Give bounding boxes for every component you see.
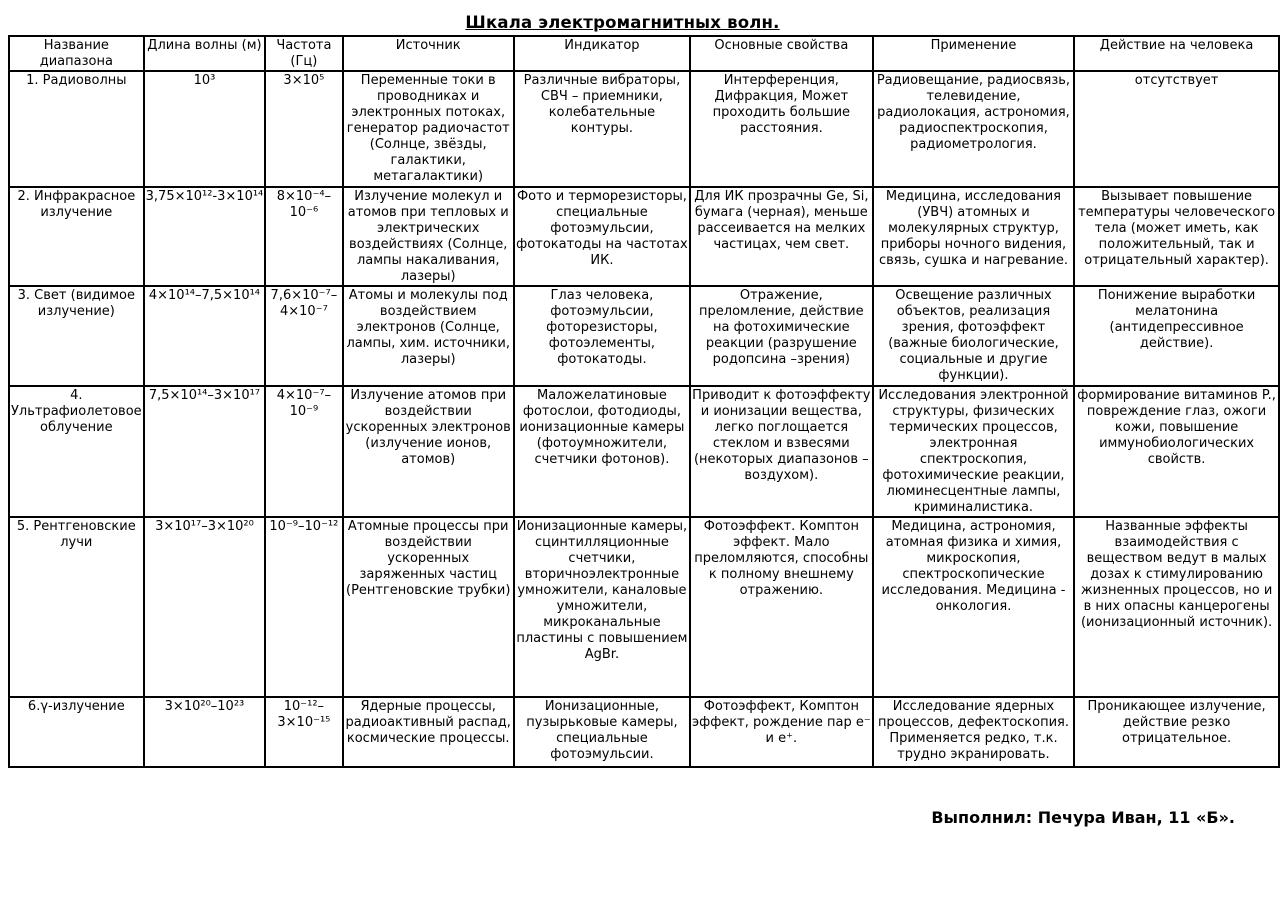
cell-wavelength: 7,5×10¹⁴–3×10¹⁷ [144,386,266,517]
cell-source: Атомные процессы при воздействии ускоренных заряженных частиц (Рентгеновские трубки) [343,517,514,697]
cell-properties: Для ИК прозрачны Ge, Si, бумага (черная), меньше рассеивается на мелких частицах, чем свет. [690,187,873,286]
cell-wavelength: 3,75×10¹²-3×10¹⁴ [144,187,266,286]
cell-indicator: Фото и терморезисторы, специальные фотоэмульсии, фотокатоды на частотах ИК. [514,187,690,286]
header-properties: Основные свойства [690,36,873,71]
header-frequency: Частота (Гц) [265,36,342,71]
cell-application: Медицина, астрономия, атомная физика и химия, микроскопия, спектроскопические исследования. Медицина - онкология. [873,517,1074,697]
em-wave-table-container [8,35,1280,768]
cell-source: Переменные токи в проводниках и электронных потоках, генератор радиочастот (Солнце, звёзды, галактики, метагалактики) [343,71,514,187]
header-indicator: Индикатор [514,36,690,71]
cell-source: Излучение атомов при воздействии ускоренных электронов (излучение ионов, атомов) [343,386,514,517]
cell-frequency: 8×10⁻⁴–10⁻⁶ [265,187,342,286]
header-name: Название диапазона [9,36,144,71]
cell-effect: Вызывает повышение температуры человеческого тела (может иметь, как положительный, так и отрицательный характер). [1074,187,1279,286]
author-signature: Выполнил: Печура Иван, 11 «Б». [931,808,1235,827]
cell-name: 1. Радиоволны [9,71,144,187]
cell-wavelength: 10³ [144,71,266,187]
table-row-visible [9,286,1279,386]
cell-wavelength: 3×10¹⁷–3×10²⁰ [144,517,266,697]
cell-properties: Отражение, преломление, действие на фотохимические реакции (разрушение родопсина –зрения) [690,286,873,386]
cell-application: Освещение различных объектов, реализация зрения, фотоэффект (важные биологические, социальные и другие функции). [873,286,1074,386]
cell-source: Излучение молекул и атомов при тепловых и электрических воздействиях (Солнце, лампы накаливания, лазеры) [343,187,514,286]
cell-properties: Фотоэффект, Комптон эффект, рождение пар e⁻ и e⁺. [690,697,873,767]
cell-name: 6.γ-излучение [9,697,144,767]
cell-source: Ядерные процессы, радиоактивный распад, космические процессы. [343,697,514,767]
cell-name: 5. Рентгеновские лучи [9,517,144,697]
cell-application: Исследования электронной структуры, физических термических процессов, электронная спектроскопия, фотохимические реакции, люминесцентные лампы, криминалистика. [873,386,1074,517]
cell-effect: Проникающее излучение, действие резко отрицательное. [1074,697,1279,767]
cell-wavelength: 3×10²⁰–10²³ [144,697,266,767]
table-row-gamma [9,697,1279,767]
header-effect: Действие на человека [1074,36,1279,71]
cell-name: 3. Свет (видимое излучение) [9,286,144,386]
cell-frequency: 7,6×10⁻⁷–4×10⁻⁷ [265,286,342,386]
cell-wavelength: 4×10¹⁴–7,5×10¹⁴ [144,286,266,386]
header-wavelength: Длина волны (м) [144,36,266,71]
cell-properties: Фотоэффект. Комптон эффект. Мало преломляются, способны к полному внешнему отражению. [690,517,873,697]
em-wave-table [8,35,1280,768]
header-row [9,36,1279,71]
cell-effect: Названные эффекты взаимодействия с веществом ведут в малых дозах к стимулированию жизненных процессов, но и в них опасны канцерогены (ионизационный источник). [1074,517,1279,697]
cell-effect: Понижение выработки мелатонина (антидепрессивное действие). [1074,286,1279,386]
cell-effect: отсутствует [1074,71,1279,187]
cell-frequency: 10⁻¹²–3×10⁻¹⁵ [265,697,342,767]
header-application: Применение [873,36,1074,71]
cell-application: Исследование ядерных процессов, дефектоскопия. Применяется редко, т.к. трудно экранировать. [873,697,1074,767]
cell-frequency: 3×10⁵ [265,71,342,187]
cell-properties: Интерференция, Дифракция, Может проходить большие расстояния. [690,71,873,187]
cell-indicator: Глаз человека, фотоэмульсии, фоторезисторы, фотоэлементы, фотокатоды. [514,286,690,386]
cell-name: 2. Инфракрасное излучение [9,187,144,286]
cell-application: Медицина, исследования (УВЧ) атомных и молекулярных структур, приборы ночного видения, связь, сушка и нагревание. [873,187,1074,286]
page-title: Шкала электромагнитных волн. [465,13,780,32]
cell-frequency: 10⁻⁹–10⁻¹² [265,517,342,697]
cell-source: Атомы и молекулы под воздействием электронов (Солнце, лампы, хим. источники, лазеры) [343,286,514,386]
cell-name: 4. Ультрафиолетовое облучение [9,386,144,517]
table-row-infrared [9,187,1279,286]
header-source: Источник [343,36,514,71]
cell-indicator: Ионизационные, пузырьковые камеры, специальные фотоэмульсии. [514,697,690,767]
cell-indicator: Маложелатиновые фотослои, фотодиоды, ионизационные камеры (фотоумножители, счетчики фотонов). [514,386,690,517]
table-row-radio [9,71,1279,187]
cell-indicator: Различные вибраторы, СВЧ – приемники, колебательные контуры. [514,71,690,187]
cell-properties: Приводит к фотоэффекту и ионизации вещества, легко поглощается стеклом и взвесями (некоторых диапазонов – воздухом). [690,386,873,517]
cell-application: Радиовещание, радиосвязь, телевидение, радиолокация, астрономия, радиоспектроскопия, радиометрология. [873,71,1074,187]
table-row-ultraviolet [9,386,1279,517]
cell-effect: формирование витаминов P., повреждение глаз, ожоги кожи, повышение иммунобиологических свойств. [1074,386,1279,517]
cell-frequency: 4×10⁻⁷–10⁻⁹ [265,386,342,517]
table-row-xray [9,517,1279,697]
cell-indicator: Ионизационные камеры, сцинтилляционные счетчики, вторичноэлектронные умножители, каналовые умножители, микроканальные пластины с повышением AgBr. [514,517,690,697]
